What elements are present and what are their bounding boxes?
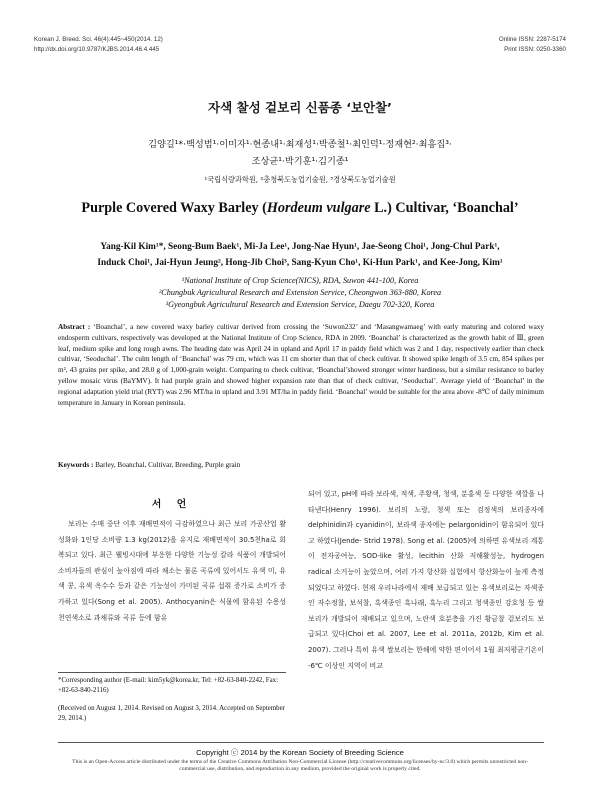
korean-affiliations: ¹국립식량과학원, ²충청북도농업기술원, ³경상북도농업기술원: [204, 175, 396, 184]
keywords-label: Keywords :: [58, 461, 96, 469]
body-column-left: 보리는 수매 중단 이후 재배면적이 극감하였으나 최근 보리 가공산업 활성화와 1인당 소비량 1.3 kg(2012)을 유지로 재배면적이 30.5천ha로 회복되고 있다. 최근 웰빙시대에 부응한 다양한 기능성 칼라 식품이 개발되어 소비자들의 관심이 높아짐에 따라 채소는 물론 곡류에 있어서도 유색 미, 유색 콩, 유색 옥수수 등과 같은 기능성이 가미된 곡류 섭취 증가로 소비가 증가하고 있다(Song et al. 2005). Anthocyanin은 식물에 함유된 수용성 천연색소로 과채류와 곡류 등에 함유: [58, 520, 286, 622]
english-title: [0, 200, 600, 217]
journal-citation: Korean J. Breed. Sci. 46(4):445~450(2014. 12): [34, 36, 163, 43]
license-notice: This is an Open-Access article distributed under the terms of the Creative Commons Attribution Non-Commercial License (http://creativecommons.org/licenses/by-nc/3.0) which permits unrestricted non-commercial use, distribution, and reproduction in any medium, provided the original work is properly cited.: [72, 759, 528, 773]
korean-authors-line2: 조상균¹·박기훈¹·김기종¹: [251, 156, 349, 167]
english-authors-line2: Induck Choi¹, Jai-Hyun Jeung², Hong-Jib Choi³, Sang-Kyun Cho¹, Ki-Hun Park¹, and Kee-Jong, Kim¹: [97, 258, 503, 268]
english-affiliation-3: ³Gyeongbuk Agricultural Research and Extension Service, Daegu 702-320, Korea: [165, 300, 435, 309]
received-dates-note: (Received on August 1, 2014. Revised on August 3, 2014. Accepted on September 29, 2014.): [58, 705, 285, 722]
body-column-right: 되어 있고, pH에 따라 보라색, 적색, 주황색, 청색, 분홍색 등 다양한 색깔을 나타낸다(Henry 1996). 보리의 노랑, 청색 또는 검정색의 보리종자에 delphinidin과 cyanidin이, 보라색 종자에는 pelargonidin이 함유되어 있다고 하였다(Jende- Strid 1978). Song et al. (2005)에 의하면 유색보리 계통이 전자공여능, SOD-like 활성, lecithin 산화 저해활성능, hydrogen radical 소거능이 높았으며, 여러 가지 항산화 실험에서 항산화능이 높게 측정되었다고 하였다. 현재 우리나라에서 재배 보급되고 있는 유색보리로는 자색종인 자수정찰, 보석찰, 흑색종인 흑나래, 흑누리 그리고 청색종인 강호청 등 쌀보리가 개발되어 재배되고 있으며, 노란색 호분층을 가진 황금찰 겉보리도 보급되고 있다(Choi et al. 2007, Lee et al. 2011a, 2012b, Kim et al. 2007). 그러나 특히 유색 쌀보리는 한해에 약한 편이어서 1월 최저평균기온이 -6℃ 이상인 지역이 비교: [308, 490, 544, 670]
english-authors-line1: Yang-Kil Kim¹*, Seong-Bum Baek¹, Mi-Ja Lee¹, Jong-Nae Hyun¹, Jae-Seong Choi¹, Jong-Chul Park¹,: [100, 242, 500, 252]
korean-authors-line1: 김양길¹*·백성범¹·이미자¹·현종내¹·최재성¹·박종철¹·최인덕¹·정재현²·최흥집³·: [148, 139, 452, 150]
bottom-divider: [58, 742, 544, 743]
english-title-prefix: Purple Covered Waxy Barley (: [81, 200, 267, 216]
copyright-notice: Copyright ⓒ 2014 by the Korean Society of Breeding Science: [196, 748, 404, 757]
english-title-suffix: L.) Cultivar, ‘Boanchal’: [370, 200, 519, 216]
section-title: 서 언: [151, 499, 193, 510]
english-title-species: Hordeum vulgare: [266, 200, 371, 216]
footnote-divider: [58, 672, 286, 673]
print-issn: Print ISSN: 0250-3360: [504, 46, 566, 53]
keywords-text: Barley, Boanchal, Cultivar, Breeding, Purple grain: [95, 461, 241, 469]
english-affiliation-2: ²Chungbuk Agricultural Research and Extension Service, Cheongwon 363-880, Korea: [158, 288, 442, 297]
keywords: [58, 461, 544, 469]
doi-link[interactable]: http://dx.doi.org/10.9787/KJBS.2014.46.4.445: [34, 46, 160, 53]
korean-title: 자색 찰성 겉보리 신품종 ‘보안찰’: [208, 100, 392, 115]
abstract-label: Abstract :: [58, 323, 94, 331]
abstract: [58, 322, 544, 408]
corresponding-author-note: *Corresponding author (E-mail: kim5yk@korea.kr, Tel: +82-63-840-2242, Fax: +82-63-840-2116): [58, 677, 279, 694]
abstract-text: ‘Boanchal’, a new covered waxy barley cultivar derived from crossing the ‘Suwon232’ and ‘Masangwamaeg’ with early maturing and colored waxy endosperm cultivars, respectively was developed at the National Institute of Crop Science, RDA in 2009. ‘Boanchal’ is characterized as the growth habit of Ⅲ, green leaf, medium spike and long rough awns. The heading date was April 24 in upland and April 17 in paddy field which was 2 and 1 day, respectively earlier than check cultivar, ‘Seoduchal’. The culm length of ‘Boanchal’ was 79 cm, which was 11 cm shorter than that of check cultivar. It showed spike length of 3.5 cm, 854 spikes per m², 43 grains per spike, and 28.0 g of 1,000-grain weight. Comparing to check cultivar, ‘Boanchal’showed stronger winter hardiness, but a similar resistance to barley yellow mosaic virus (BaYMV). It had purple grain and showed higher expansion rate than that of check cultivar, ‘Seoduchal’. Average yield of ‘Boanchal’ in the regional adaptation yield trial (RYT) was 2.96 MT/ha in upland and 3.91 MT/ha in paddy field. ‘Boanchal’ would be suitable for the area above -8℃ of daily minimum temperature in January in Korean peninsula.: [58, 323, 544, 407]
online-issn: Online ISSN: 2287-5174: [498, 36, 566, 43]
english-affiliation-1: ¹National Institute of Crop Science(NICS), RDA, Suwon 441-100, Korea: [181, 276, 419, 285]
